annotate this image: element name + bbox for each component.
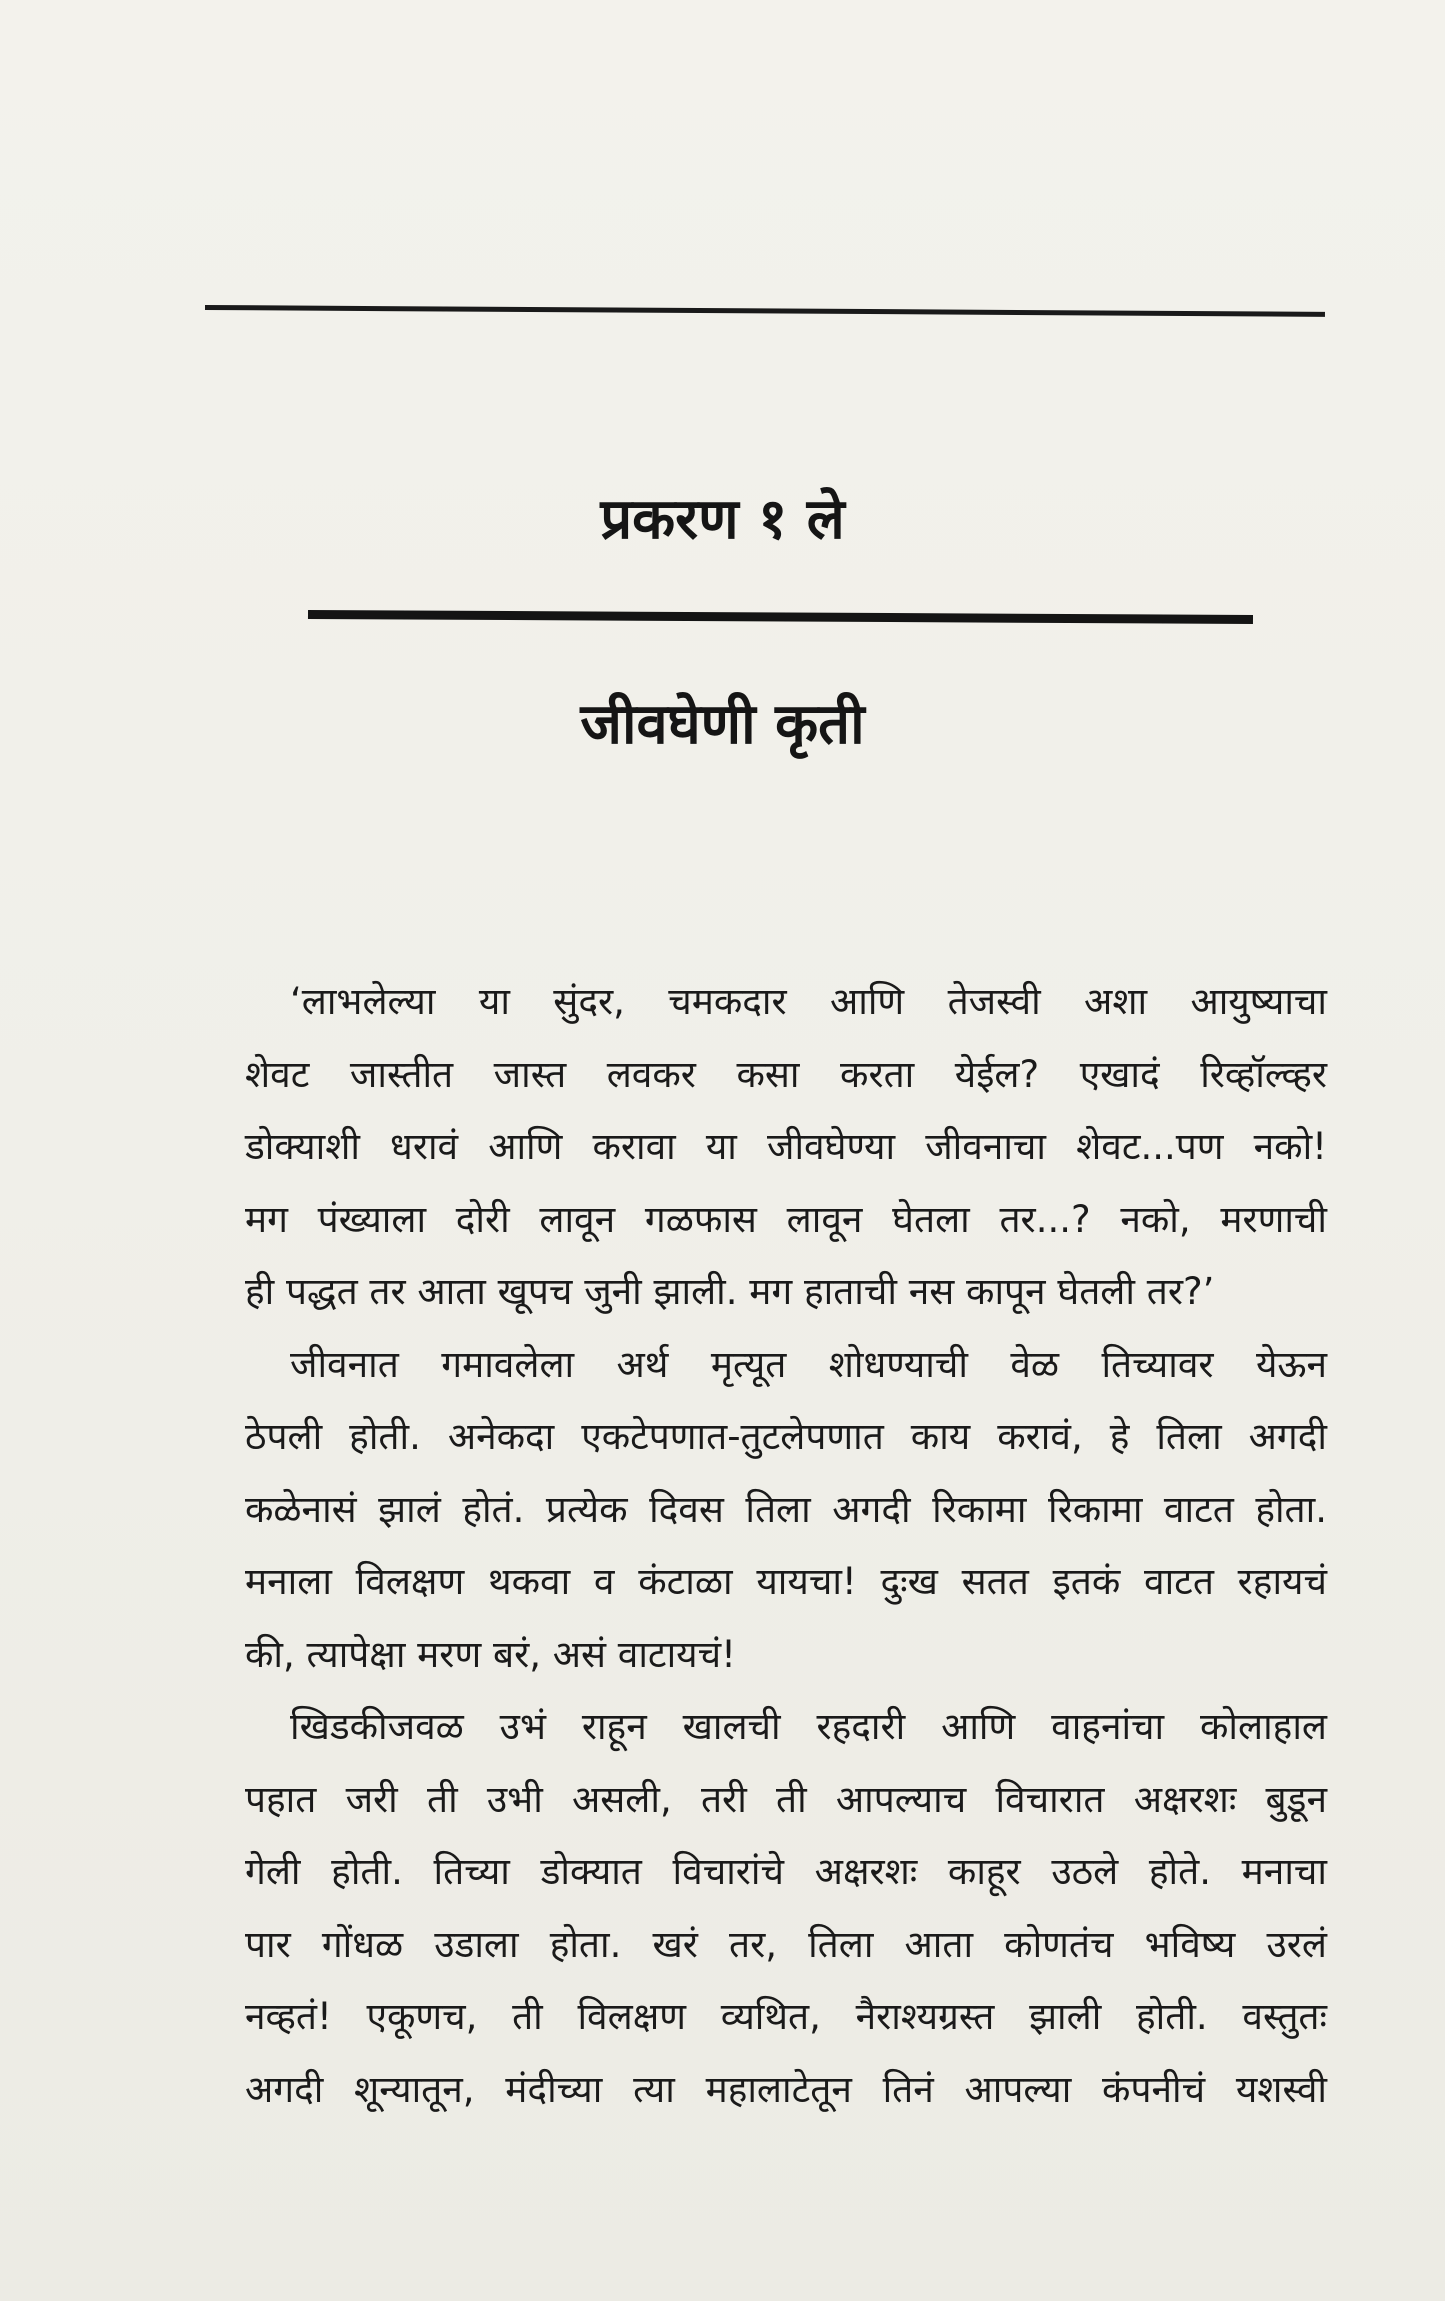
chapter-title: जीवघेणी कृती xyxy=(580,692,865,757)
text-line: पार गोंधळ उडाला होता. खरं तर, तिला आता कोणतंच भविष्य उरलं xyxy=(245,1922,1327,1966)
text-line: ही पद्धत तर आता खूपच जुनी झाली. मग हाताची नस कापून घेतली तर?’ xyxy=(245,1270,1215,1313)
top-rule xyxy=(205,305,1325,317)
text-line: डोक्याशी धरावं आणि करावा या जीवघेण्या जीवनाचा शेवट...पण नको! xyxy=(245,1125,1327,1168)
body-text xyxy=(245,966,1327,2126)
text-line: पहात जरी ती उभी असली, तरी ती आपल्याच विचारात अक्षरशः बुडून xyxy=(245,1777,1327,1821)
text-line: की, त्यापेक्षा मरण बरं, असं वाटायचं! xyxy=(245,1632,736,1676)
heading-divider xyxy=(308,610,1253,624)
text-line: मनाला विलक्षण थकवा व कंटाळा यायचा! दुःख सतत इतकं वाटत रहायचं xyxy=(245,1560,1327,1603)
text-line: मग पंख्याला दोरी लावून गळफास लावून घेतला तर...? नको, मरणाची xyxy=(245,1197,1327,1241)
paragraph xyxy=(245,966,1327,1329)
paragraph xyxy=(245,1691,1327,2126)
text-line: ठेपली होती. अनेकदा एकटेपणात-तुटलेपणात काय करावं, हे तिला अगदी xyxy=(245,1415,1327,1458)
text-line: खिडकीजवळ उभं राहून खालची रहदारी आणि वाहनांचा कोलाहाल xyxy=(290,1705,1327,1748)
text-line: ‘लाभलेल्या या सुंदर, चमकदार आणि तेजस्वी अशा आयुष्याचा xyxy=(290,980,1327,1023)
text-line: जीवनात गमावलेला अर्थ मृत्यूत शोधण्याची वेळ तिच्यावर येऊन xyxy=(290,1342,1327,1386)
text-line: गेली होती. तिच्या डोक्यात विचारांचे अक्षरशः काहूर उठले होते. मनाचा xyxy=(245,1850,1327,1893)
text-line: कळेनासं झालं होतं. प्रत्येक दिवस तिला अगदी रिकामा रिकामा वाटत होता. xyxy=(245,1487,1327,1531)
paragraph xyxy=(245,1329,1327,1692)
text-line: शेवट जास्तीत जास्त लवकर कसा करता येईल? एखादं रिव्हॉल्व्हर xyxy=(245,1052,1327,1096)
text-line: नव्हतं! एकूणच, ती विलक्षण व्यथित, नैराश्यग्रस्त झाली होती. वस्तुतः xyxy=(245,1995,1327,2038)
text-line: अगदी शून्यातून, मंदीच्या त्या महालाटेतून तिनं आपल्या कंपनीचं यशस्वी xyxy=(245,2067,1327,2111)
chapter-heading: प्रकरण १ ले xyxy=(600,487,845,552)
